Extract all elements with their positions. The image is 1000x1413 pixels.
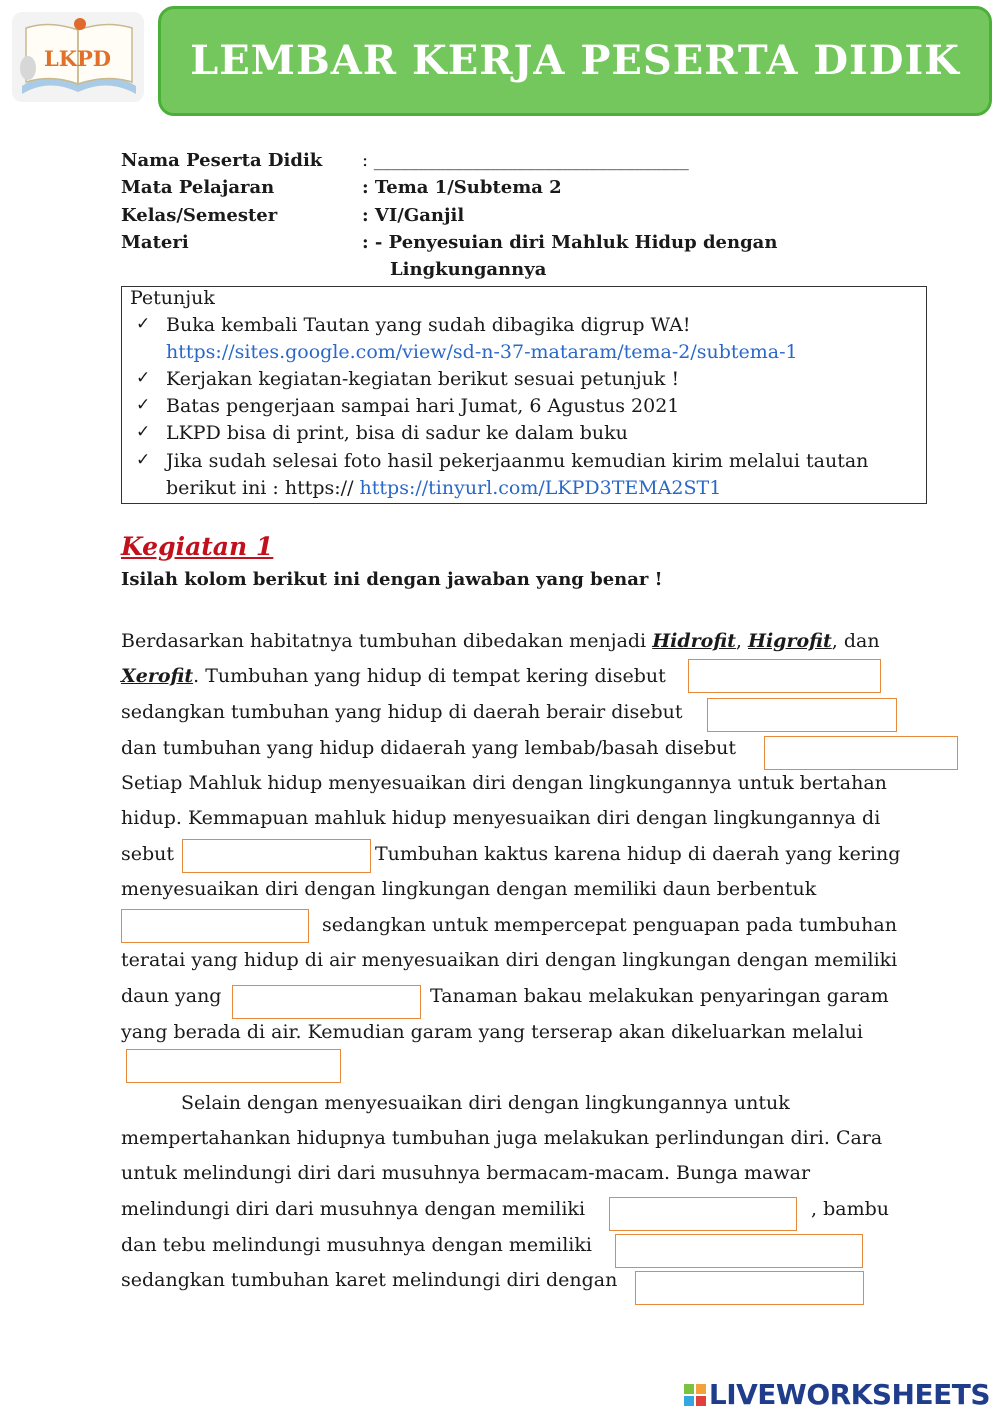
text-line-7b: Tumbuhan kaktus karena hidup di daerah yang kering	[375, 843, 901, 865]
text-line-15: untuk melindungi diri dari musuhnya bermacam-macam. Bunga mawar	[121, 1162, 811, 1184]
lkpd-logo	[8, 8, 148, 106]
text-line-16b: , bambu	[811, 1198, 889, 1220]
text-line-11b: Tanaman bakau melakukan penyaringan garam	[430, 985, 889, 1007]
check-icon: ✓	[136, 314, 151, 334]
text-line-11a: daun yang	[121, 985, 222, 1007]
material-label: Materi	[121, 232, 189, 253]
material-value: : - Penyesuian diri Mahluk Hidup dengan	[362, 232, 778, 253]
liveworksheets-brand	[684, 1378, 990, 1411]
check-icon: ✓	[136, 422, 151, 442]
text-segment: ,	[735, 630, 749, 652]
text-line-7a: sebut	[121, 843, 175, 865]
subject-value: : Tema 1/Subtema 2	[362, 177, 562, 198]
text-line-12: yang berada di air. Kemudian garam yang terserap akan dikeluarkan melalui	[121, 1021, 863, 1043]
text-line-16a: melindungi diri dari musuhnya dengan memiliki	[121, 1198, 586, 1220]
instruction-item-2: Kerjakan kegiatan-kegiatan berikut sesuai petunjuk !	[166, 368, 680, 390]
check-icon: ✓	[136, 395, 151, 415]
material-value-cont: Lingkungannya	[390, 259, 547, 280]
instruction-link-tinyurl[interactable]: https://tinyurl.com/LKPD3TEMA2ST1	[359, 477, 722, 499]
text-line-9: sedangkan untuk mempercepat penguapan pada tumbuhan	[322, 914, 897, 936]
text-line-6: hidup. Kemmapuan mahluk hidup menyesuaikan diri dengan lingkungannya di	[121, 807, 881, 829]
text-line-18: sedangkan tumbuhan karet melindungi diri dengan	[121, 1269, 618, 1291]
text-line-14: mempertahankan hidupnya tumbuhan juga melakukan perlindungan diri. Cara	[121, 1127, 883, 1149]
answer-input-mawar[interactable]	[609, 1197, 797, 1231]
answer-input-adaptasi[interactable]	[182, 839, 371, 873]
instruction-item-4: LKPD bisa di print, bisa di sadur ke dalam buku	[166, 422, 628, 444]
title-banner	[158, 6, 992, 116]
text-segment: . Tumbuhan yang hidup di tempat kering disebut	[193, 665, 666, 687]
answer-input-xerofit[interactable]	[688, 659, 881, 693]
class-value: : VI/Ganjil	[362, 205, 465, 226]
text-line-8: menyesuaikan diri dengan lingkungan dengan memiliki daun berbentuk	[121, 878, 817, 900]
instruction-link-sites[interactable]: https://sites.google.com/view/sd-n-37-mataram/tema-2/subtema-1	[166, 341, 798, 363]
check-icon: ✓	[136, 450, 151, 470]
text-line-5: Setiap Mahluk hidup menyesuaikan diri dengan lingkungannya untuk bertahan	[121, 772, 887, 794]
text-line-1	[121, 630, 880, 652]
term-hidrofit: Hidrofit	[652, 630, 736, 652]
activity-instruction: Isilah kolom berikut ini dengan jawaban yang benar !	[121, 569, 663, 590]
text-line-2	[121, 665, 666, 687]
term-higrofit: Higrofit	[748, 630, 832, 652]
text-line-10: teratai yang hidup di air menyesuaikan diri dengan lingkungan dengan memiliki	[121, 949, 898, 971]
text-line-4: dan tumbuhan yang hidup didaerah yang lembab/basah disebut	[121, 737, 736, 759]
answer-input-bakau[interactable]	[126, 1049, 341, 1083]
answer-input-hidrofit[interactable]	[707, 698, 897, 732]
instruction-item-1: Buka kembali Tautan yang sudah dibagika digrup WA!	[166, 314, 691, 336]
subject-label: Mata Pelajaran	[121, 177, 275, 198]
class-label: Kelas/Semester	[121, 205, 278, 226]
check-icon: ✓	[136, 368, 151, 388]
instruction-item-3: Batas pengerjaan sampai hari Jumat, 6 Agustus 2021	[166, 395, 680, 417]
text-line-17: dan tebu melindungi musuhnya dengan memiliki	[121, 1234, 592, 1256]
liveworksheets-icon	[684, 1384, 706, 1406]
instruction-item-5-prefix: berikut ini : https://	[166, 477, 354, 499]
logo-text: LKPD	[44, 46, 112, 71]
term-xerofit: Xerofit	[121, 665, 194, 687]
instruction-item-5-line2	[166, 475, 721, 502]
activity-title: Kegiatan 1	[121, 532, 274, 561]
answer-input-daun-kaktus[interactable]	[121, 909, 309, 943]
answer-input-bambu-tebu[interactable]	[615, 1234, 863, 1268]
text-segment: , dan	[831, 630, 880, 652]
text-line-3: sedangkan tumbuhan yang hidup di daerah berair disebut	[121, 701, 683, 723]
answer-input-higrofit[interactable]	[764, 736, 958, 770]
instruction-item-5: Jika sudah selesai foto hasil pekerjaanmu kemudian kirim melalui tautan	[166, 450, 869, 472]
name-label: Nama Peserta Didik	[121, 150, 323, 171]
name-field[interactable]: : ___________________________________	[362, 150, 689, 171]
text-segment: Berdasarkan habitatnya tumbuhan dibedakan menjadi	[121, 630, 653, 652]
answer-input-daun-teratai[interactable]	[232, 985, 421, 1019]
text-line-13: Selain dengan menyesuaikan diri dengan lingkungannya untuk	[181, 1092, 790, 1114]
instructions-title: Petunjuk	[130, 287, 215, 309]
page-title: LEMBAR KERJA PESERTA DIDIK	[190, 37, 960, 84]
answer-input-karet[interactable]	[635, 1271, 864, 1305]
brand-text: LIVEWORKSHEETS	[708, 1378, 990, 1411]
